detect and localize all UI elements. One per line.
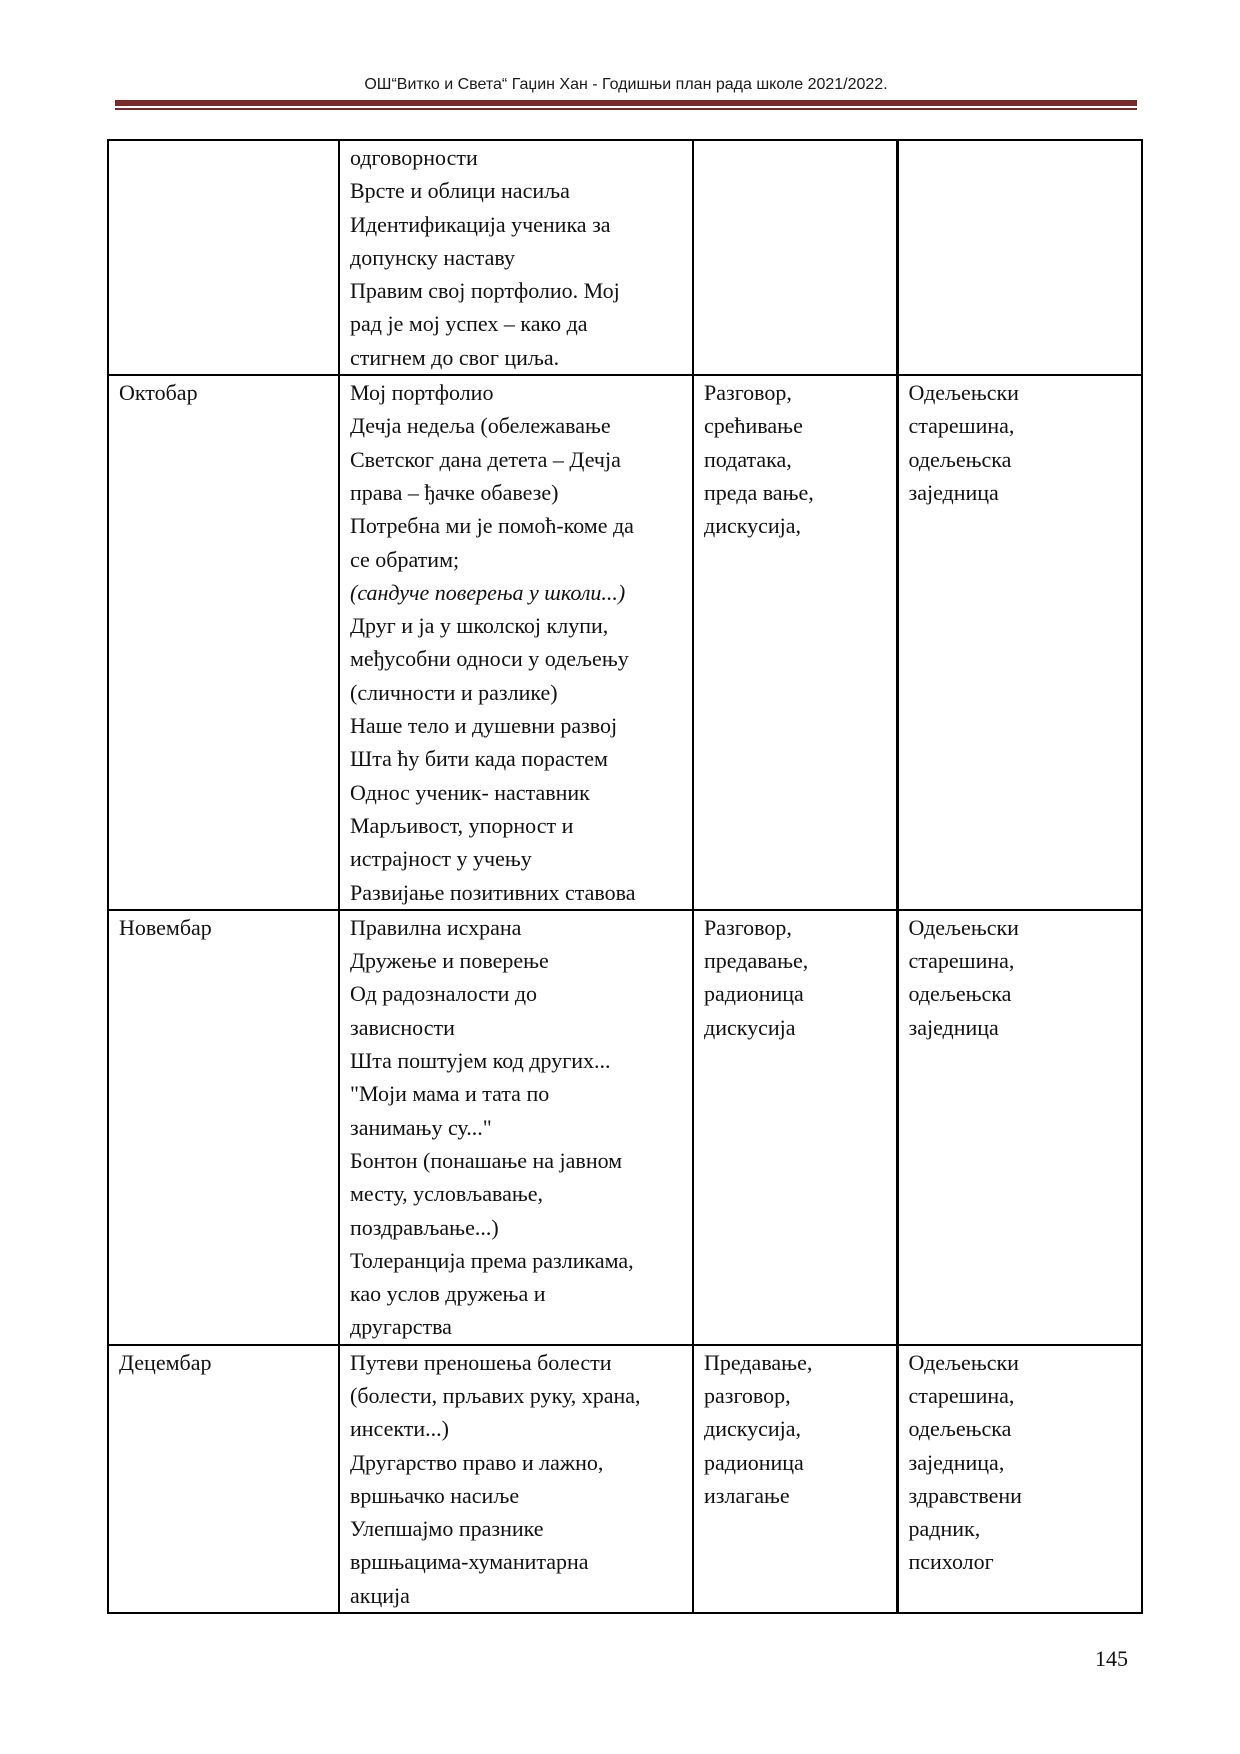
topics-cell [339, 375, 693, 910]
topic-line: месту, условљавање, [350, 1181, 544, 1207]
topic-line: истрајност у учењу [350, 846, 532, 872]
topic-line: Развијање позитивних ставова [350, 879, 636, 905]
topic-line: Идентификација ученика за [350, 211, 611, 237]
topic-line: Правим свој портфолио. Мој [350, 278, 620, 304]
topic-line: Дечја недеља (обележавање [350, 413, 611, 439]
topic-line: као услов дружења и [350, 1281, 546, 1307]
document-header: ОШ“Витко и Света“ Гаџин Хан - Годишњи план рада школе 2021/2022. [364, 76, 888, 93]
topic-line: Дружење и поверење [350, 948, 549, 974]
topic-line: "Моји мама и тата по [350, 1081, 550, 1107]
month-label: Децембар [119, 1349, 212, 1375]
executor-line: одељењска [908, 981, 1012, 1007]
page-number: 145 [1095, 1646, 1128, 1671]
method-line: дискусија [704, 1014, 796, 1040]
topic-line: Шта ћу бити када порастем [350, 746, 608, 772]
method-line: срећивање [704, 413, 803, 439]
topic-line: (сличности и разлике) [350, 679, 558, 705]
executor-line: Одељењски [908, 914, 1019, 940]
month-label: Новембар [119, 914, 212, 940]
topic-line: Шта поштујем код других... [350, 1048, 611, 1074]
method-line: излагање [704, 1482, 790, 1508]
method-line: дискусија, [704, 513, 802, 539]
table-row [108, 140, 1142, 375]
topics-cell [339, 140, 693, 375]
method-line: података, [704, 446, 792, 472]
methods-cell [693, 1345, 897, 1613]
method-line: радионица [704, 981, 804, 1007]
topic-line: Путеви преношења болести [350, 1349, 612, 1375]
method-line: радионица [704, 1449, 804, 1475]
topic-line: допунску наставу [350, 244, 515, 270]
executor-line: заједница [908, 1014, 999, 1040]
executor-line: старешина, [908, 948, 1015, 974]
topic-line: Правилна исхрана [350, 914, 522, 940]
topic-line: другарства [350, 1314, 452, 1340]
method-line: преда вање, [704, 479, 814, 505]
topic-line: Другарство право и лажно, [350, 1449, 604, 1475]
table-row [108, 1345, 1142, 1613]
topic-line: вршњацима-хуманитарна [350, 1549, 589, 1575]
topic-line: Однос ученик- наставник [350, 779, 590, 805]
executor-line: заједница, [908, 1449, 1005, 1475]
method-line: разговор, [704, 1382, 791, 1408]
executor-line: одељењска [908, 446, 1012, 472]
topic-line: вршњачко насиље [350, 1482, 520, 1508]
executor-line: старешина, [908, 413, 1015, 439]
table-row [108, 910, 1142, 1345]
executor-line: психолог [908, 1549, 994, 1575]
executor-line: одељењска [908, 1416, 1012, 1442]
methods-cell [693, 910, 897, 1345]
topic-line: се обратим; [350, 546, 460, 572]
executors-cell [897, 375, 1142, 910]
plan-table [107, 139, 1143, 1614]
method-line: Разговор, [704, 914, 792, 940]
executor-line: старешина, [908, 1382, 1015, 1408]
topic-line: стигнем до свог циља. [350, 344, 560, 370]
executors-cell [897, 910, 1142, 1345]
topic-line: Врсте и облици насиља [350, 178, 570, 204]
topic-line: Светског дана детета – Дечја [350, 446, 621, 472]
topic-line: акција [350, 1582, 410, 1608]
topic-line: Наше тело и душевни развој [350, 713, 618, 739]
method-line: предавање, [704, 948, 809, 974]
topics-cell [339, 1345, 693, 1613]
topic-line: Марљивост, упорност и [350, 812, 574, 838]
executors-cell [897, 140, 1142, 375]
month-cell [108, 1345, 339, 1613]
header-rule-thin [115, 108, 1137, 110]
topic-line: Мој портфолио [350, 380, 494, 406]
methods-cell [693, 140, 897, 375]
topic-line: одговорности [350, 145, 478, 170]
header-rule-thick [115, 100, 1137, 106]
month-cell [108, 375, 339, 910]
topic-line: Од радозналости до [350, 981, 538, 1007]
topic-line: Бонтон (понашање на јавном [350, 1147, 623, 1173]
method-line: Разговор, [704, 380, 792, 406]
month-cell [108, 910, 339, 1345]
topic-line: Друг и ја у школској клупи, [350, 613, 609, 639]
topic-line: (болести, прљавих руку, храна, [350, 1382, 641, 1408]
plan-table-body [108, 140, 1142, 1613]
executor-line: Одељењски [908, 380, 1019, 406]
topic-line: инсекти...) [350, 1416, 449, 1442]
method-line: Предавање, [704, 1349, 813, 1375]
table-row [108, 375, 1142, 910]
topic-line: зависности [350, 1014, 455, 1040]
topic-line: Улепшајмо празнике [350, 1516, 544, 1542]
topic-line: поздрављање...) [350, 1214, 499, 1240]
month-cell [108, 140, 339, 375]
topics-cell [339, 910, 693, 1345]
topic-line: (сандуче поверења у школи...) [350, 579, 626, 605]
methods-cell [693, 375, 897, 910]
executor-line: заједница [908, 479, 999, 505]
topic-line: Толеранција према разликама, [350, 1247, 634, 1273]
topic-line: Потребна ми је помоћ-коме да [350, 513, 634, 539]
topic-line: занимању су..." [350, 1114, 492, 1140]
executor-line: здравствени [908, 1482, 1022, 1508]
executors-cell [897, 1345, 1142, 1613]
executor-line: Одељењски [908, 1349, 1019, 1375]
topic-line: рад је мој успех – како да [350, 311, 588, 337]
executor-line: радник, [908, 1516, 981, 1542]
topic-line: права – ђачке обавезе) [350, 479, 559, 505]
method-line: дискусија, [704, 1416, 802, 1442]
topic-line: међусобни односи у одељењу [350, 646, 629, 672]
month-label: Октобар [119, 380, 198, 406]
